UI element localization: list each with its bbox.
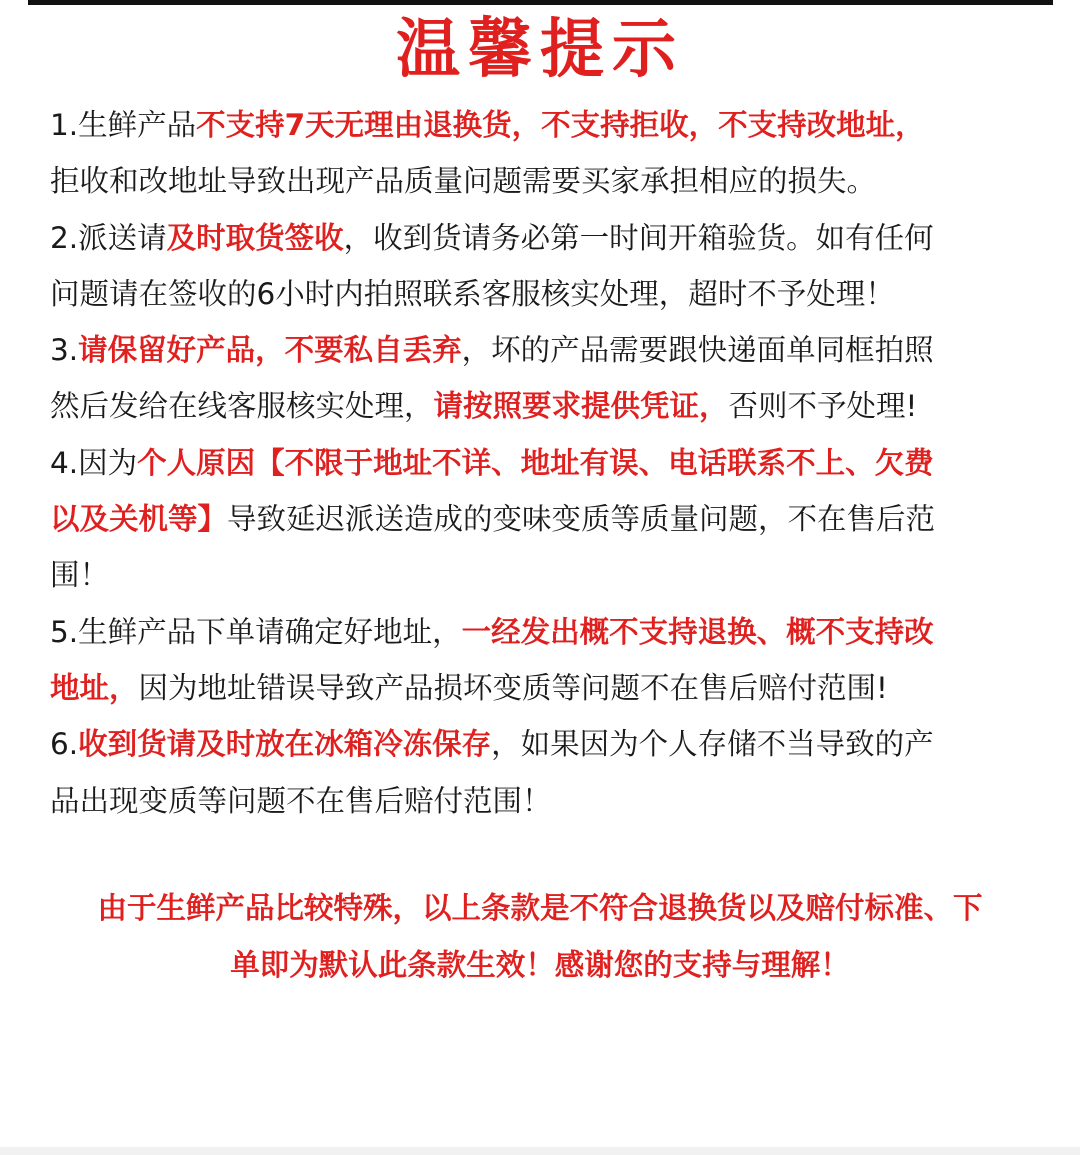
notice-line [50,660,1050,716]
footer-line: 由于生鲜产品比较特殊，以上条款是不符合退换货以及赔付标准、下 [97,891,983,925]
highlight-text: 地址， [50,670,139,705]
highlight-text: 请按照要求提供凭证， [433,389,729,424]
body-text: ，坏的产品需要跟快递面单同框拍照 [461,333,934,368]
page-title: 温馨提示 [396,13,684,87]
body-text: 拒收和改地址导致出现产品质量问题需要买家承担相应的损失。 [50,164,877,199]
body-text: 然后发给在线客服核实处理， [50,389,434,424]
top-rule [28,0,1053,5]
notice-line [50,153,1050,209]
notice-line [50,604,1050,660]
highlight-text: 以及关机等】 [50,502,228,537]
notice-line [50,435,1050,491]
body-text: ，收到货请务必第一时间开箱验货。如有任何 [343,220,934,255]
body-text: 2.派送请 [50,220,167,255]
notice-line [50,210,1050,266]
body-text: 5.生鲜产品下单请确定好地址， [50,614,462,649]
body-text: 品出现变质等问题不在售后赔付范围！ [50,783,552,818]
highlight-text: 收到货请及时放在冰箱冷冻保存 [78,727,492,762]
highlight-text: 及时取货签收 [166,220,344,255]
body-text: 3. [50,333,79,368]
notice-line [50,716,1050,772]
notice-line [50,266,1050,322]
highlight-text: 一经发出概不支持退换、概不支持改 [461,614,934,649]
footer-notice [0,880,1080,994]
notice-line [50,322,1050,378]
notice-line [50,547,1050,603]
bottom-band [0,1147,1080,1155]
notice-list [50,97,1050,829]
body-text: 1.生鲜产品 [50,108,197,142]
highlight-text: 不支持7天无理由退换货，不支持拒收，不支持改地址， [196,108,925,142]
highlight-text: 个人原因【不限于地址不详、地址有误、电话联系不上、欠费 [137,445,934,480]
body-text: ，如果因为个人存储不当导致的产 [491,727,934,762]
body-text: 否则不予处理! [728,389,918,424]
body-text: 因为地址错误导致产品损坏变质等问题不在售后赔付范围! [138,670,888,705]
body-text: 问题请在签收的6小时内拍照联系客服核实处理，超时不予处理！ [50,276,895,311]
body-text: 导致延迟派送造成的变味变质等质量问题，不在售后范 [227,502,936,537]
footer-line: 单即为默认此条款生效！感谢您的支持与理解！ [230,948,850,982]
body-text: 6. [50,727,79,762]
notice-line [50,491,1050,547]
highlight-text: 请保留好产品，不要私自丢弃 [78,333,462,368]
notice-line [50,378,1050,434]
body-text: 围！ [50,558,110,593]
notice-line [50,97,1050,153]
notice-line [50,773,1050,829]
body-text: 4.因为 [50,445,138,480]
